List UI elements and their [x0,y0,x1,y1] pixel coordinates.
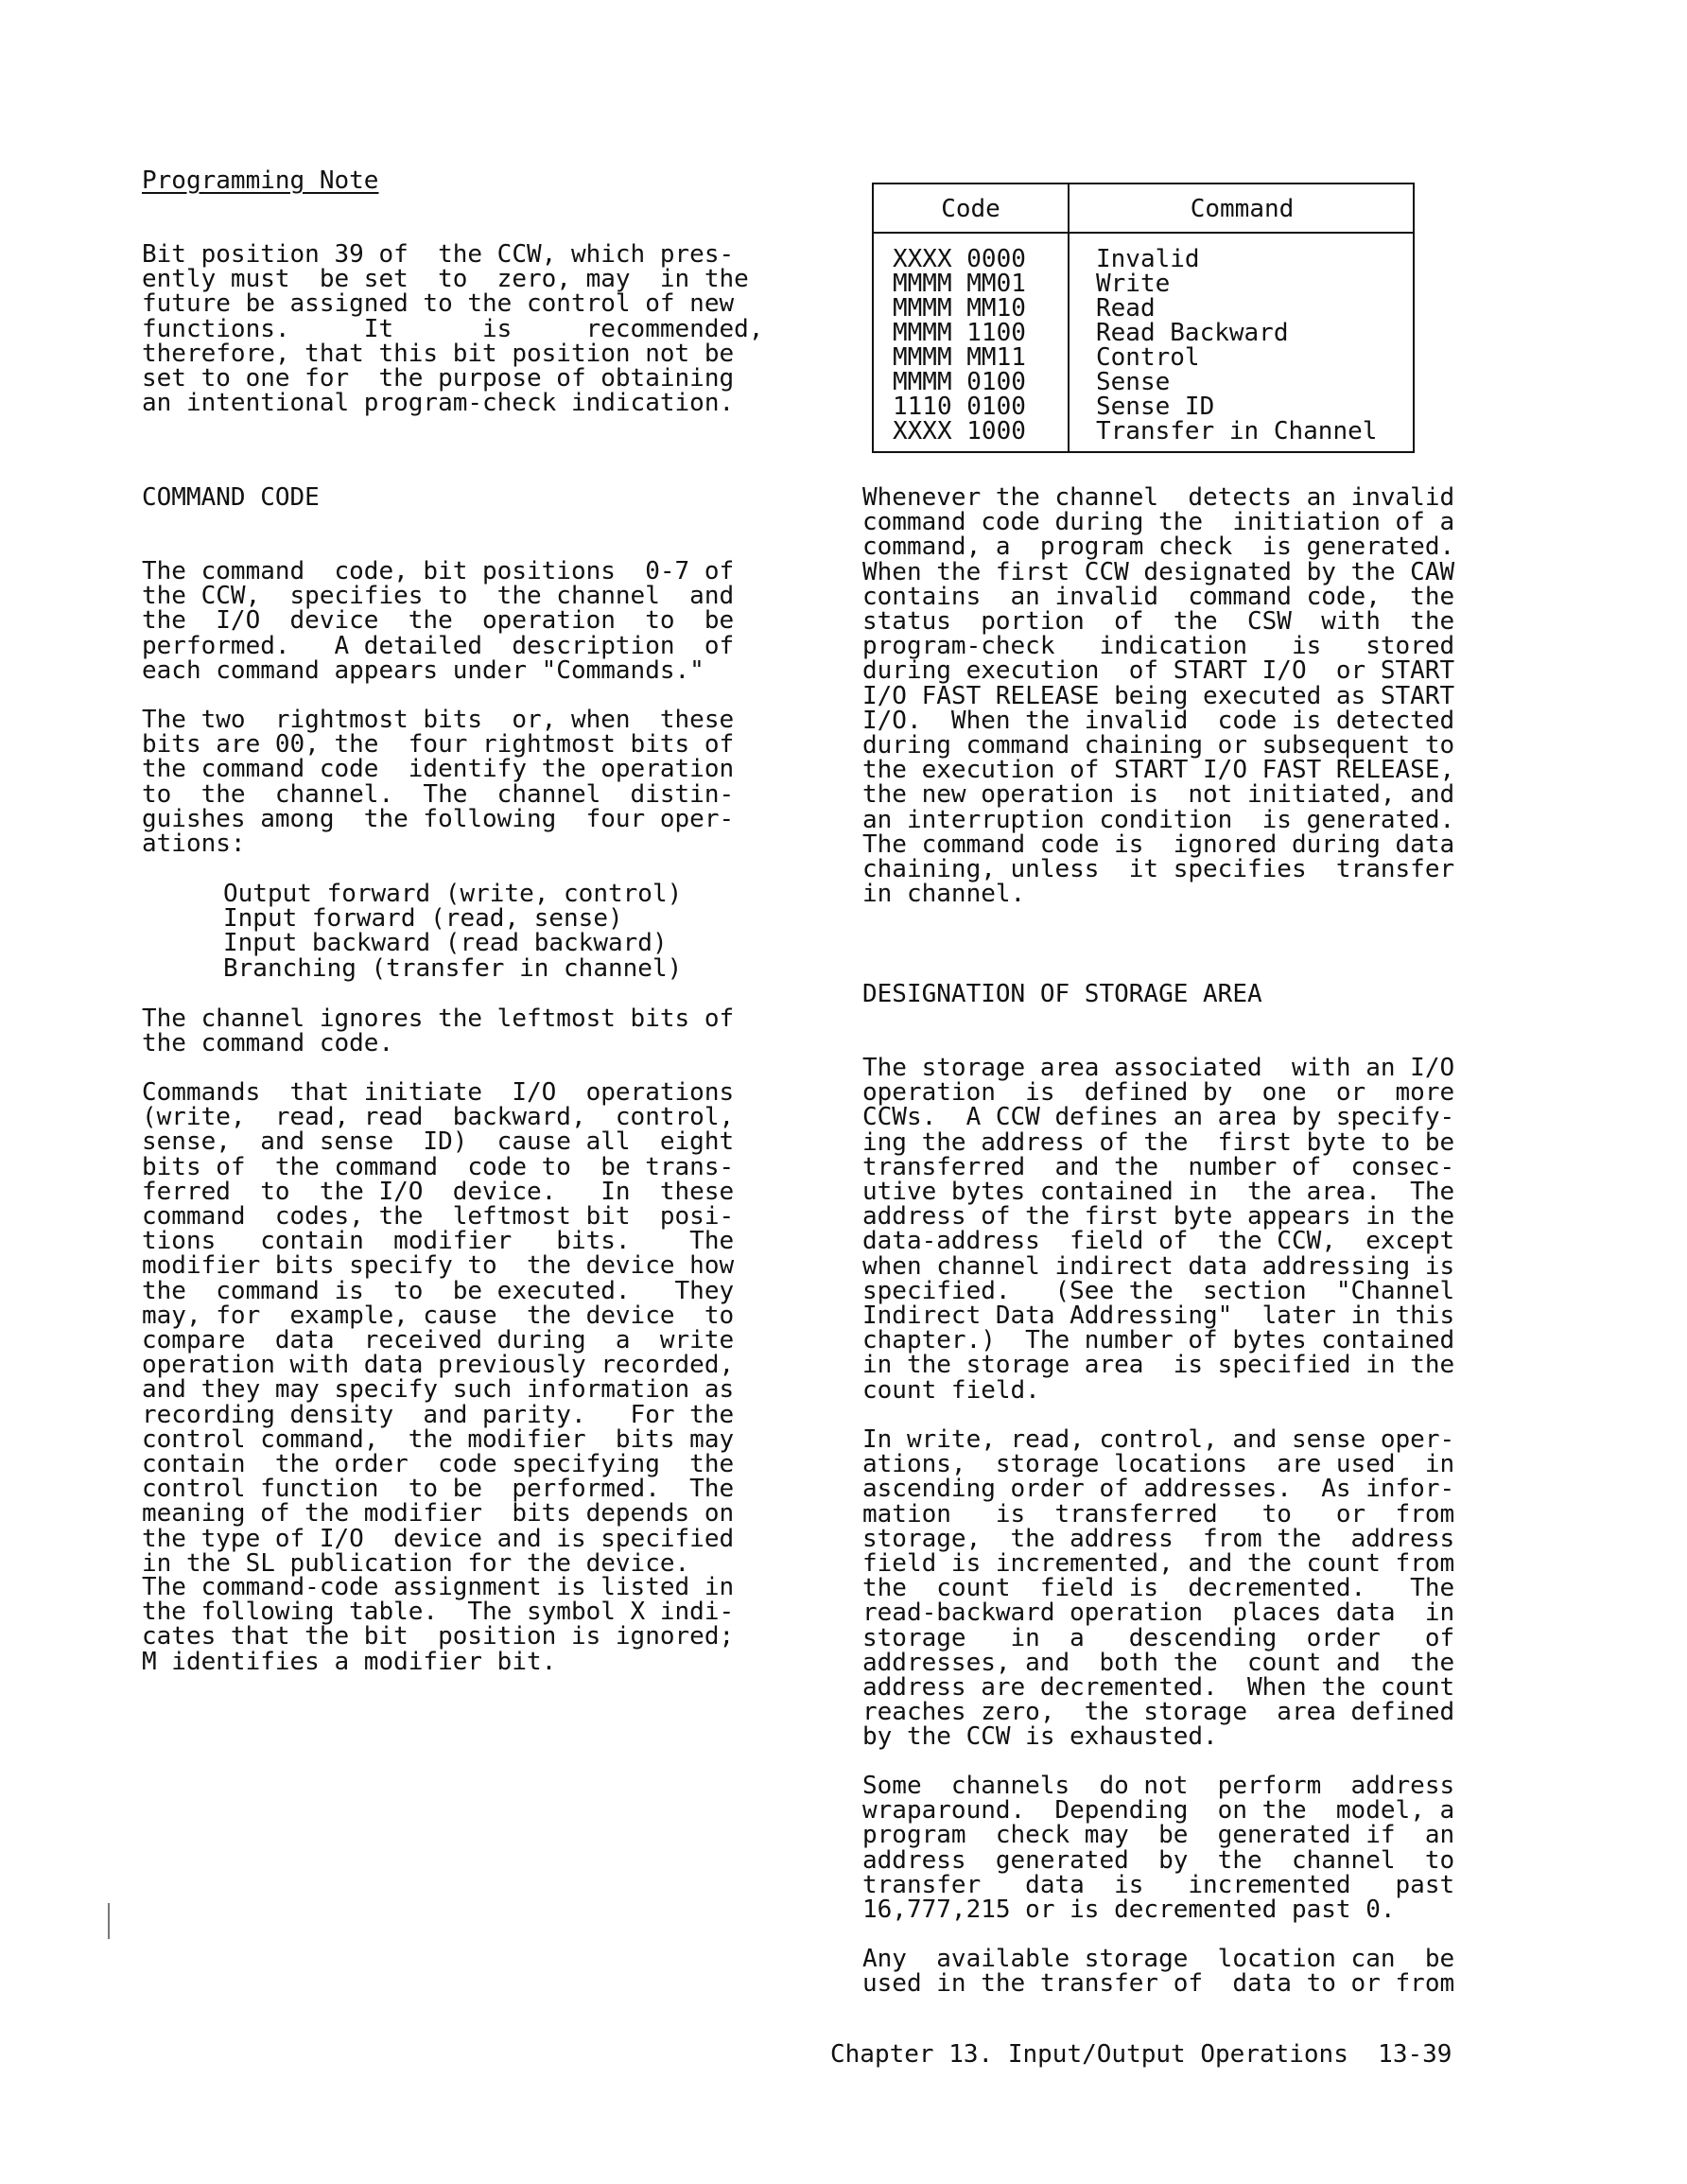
table-header-row [874,184,1413,234]
programming-note-title: Programming Note [142,166,379,195]
designation-paragraph-1: The storage area associated with an I/O operation is defined by one or more CCWs. A CCW defines an area by specify- ing the address of the first byte to be transferred and the number of consec- utive bytes contained in the area. The address of the first byte appears in the data-address field of the CCW, except when channel indirect data addressing is specified. (See the section "Channel Indirect Data Addressing" later in this chapter.) The number of bytes contained in the storage area is specified in the count field. [862,1054,1455,1405]
table-header-code: Code [941,195,1000,223]
command-code-heading: COMMAND CODE [142,483,320,512]
designation-heading: DESIGNATION OF STORAGE AREA [862,980,1262,1008]
command-code-paragraph-1: The command code, bit positions 0-7 of the CCW, specifies to the channel and the I/O device the operation to be performed. A detailed description of each command appears under "Commands." [142,557,735,685]
scan-edge-mark [108,1903,110,1939]
page-footer: Chapter 13. Input/Output Operations 13-39 [830,2040,1452,2069]
table-command-names: Invalid Write Read Read Backward Control Sense Sense ID Transfer in Channel [1096,245,1378,446]
command-code-paragraph-5: The command-code assignment is listed in the following table. The symbol X indi- cates that the bit position is ignored; M identifies a modifier bit. [142,1573,735,1676]
command-code-paragraph-4: Commands that initiate I/O operations (write, read, read backward, control, sense, and sense ID) cause all eight bits of the command code to be trans- ferred to the I/O device. In these command codes, the leftmost bit posi- tions contain modifier bits. The modifier bits specify to the device how the command is to be executed. They may, for example, cause the device to compare data received during a write operation with data previously recorded, and they may specify such information as recording density and parity. For the control command, the modifier bits may contain the order code specifying the control function to be performed. The meaning of the modifier bits depends on the type of I/O device and is specified in the SL publication for the device. [142,1078,735,1578]
designation-paragraph-4: Any available storage location can be used in the transfer of data to or from [862,1945,1455,1999]
table-header-command: Command [1190,195,1295,223]
designation-paragraph-3: Some channels do not perform address wraparound. Depending on the model, a program check may be generated if an address generated by the channel to transfer data is incremented past 16,777,215 or is decremented past 0. [862,1772,1455,1925]
command-code-paragraph-3: The channel ignores the leftmost bits of the command code. [142,1005,735,1058]
invalid-command-paragraph: Whenever the channel detects an invalid command code during the initiation of a command, a program check is generated. When the first CCW designated by the CAW contains an invalid command code, the status portion of the CSW with the program-check indication is stored during execution of START I/O or START I/O FAST RELEASE being executed as START I/O. When the invalid code is detected during command chaining or subsequent to the execution of START I/O FAST RELEASE, the new operation is not initiated, and an interruption condition is generated. The command code is ignored during data chaining, unless it specifies transfer in channel. [862,483,1455,909]
designation-paragraph-2: In write, read, control, and sense oper- ations, storage locations are used in ascending order of addresses. As infor- mation is transferred to or from storage, the address from the address field is incremented, and the count from the count field is decremented. The read-backward operation places data in storage in a descending order of addresses, and both the count and the address are decremented. When the count reaches zero, the storage area defined by the CCW is exhausted. [862,1425,1455,1752]
command-code-paragraph-2: The two rightmost bits or, when these bits are 00, the four rightmost bits of the command code identify the operation to the channel. The channel distin- guishes among the following four oper- ations: [142,706,735,859]
operations-list: Output forward (write, control) Input forward (read, sense) Input backward (read backward) Branching (transfer in channel) [223,880,683,983]
programming-note-text: Bit position 39 of the CCW, which pres- ently must be set to zero, may in the future be assigned to the control of new functions. It is recommended, therefore, that this bit position not be set to one for the purpose of obtaining an intentional program-check indication. [142,240,764,418]
table-column-divider [1068,184,1070,451]
command-code-table [872,183,1415,453]
table-code-values: XXXX 0000 MMMM MM01 MMMM MM10 MMMM 1100 MMMM MM11 MMMM 0100 1110 0100 XXXX 1000 [893,245,1026,446]
